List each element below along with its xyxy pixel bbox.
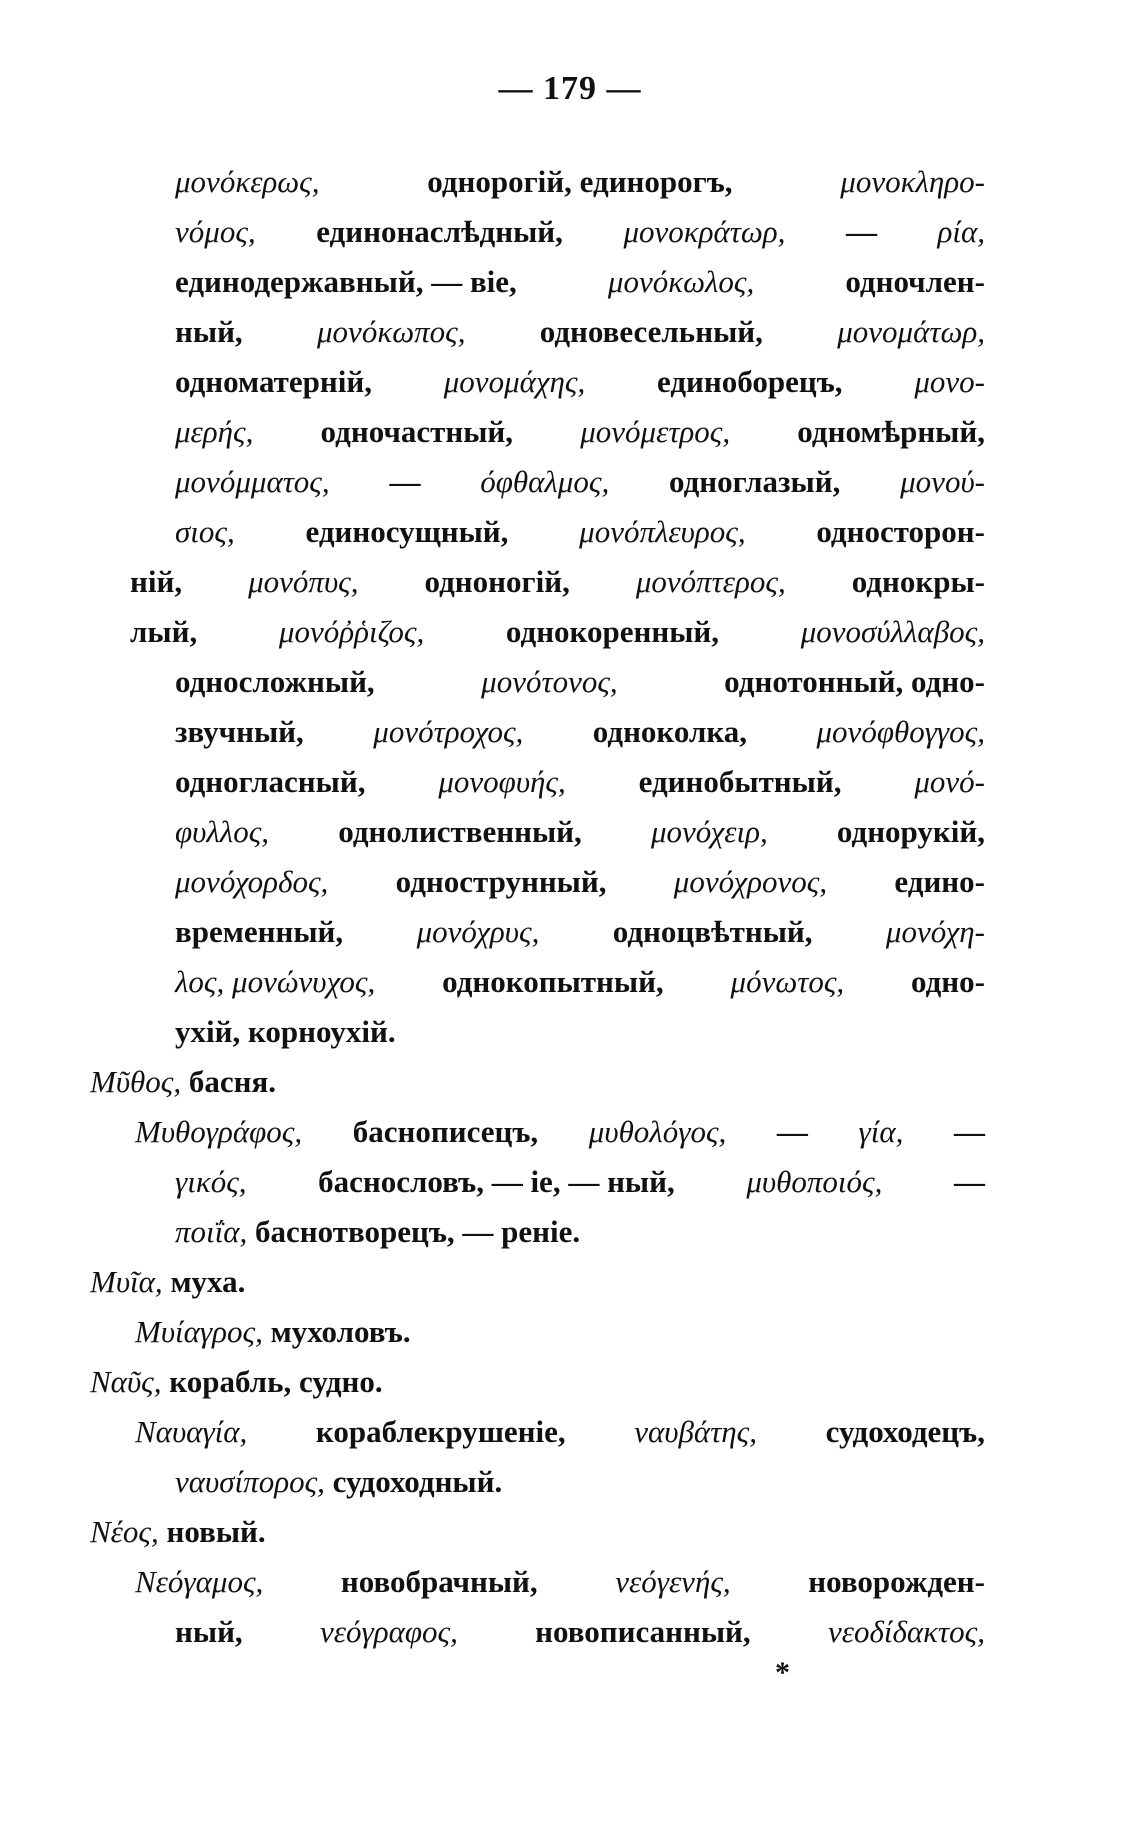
greek-term: Νεόγαμος, (135, 1564, 264, 1599)
greek-term: ποιΐα, (175, 1214, 248, 1249)
greek-term: μονοκράτωρ, (623, 214, 786, 249)
russian-gloss: судоходный. (324, 1464, 503, 1499)
greek-term: μονότροχος, (373, 714, 524, 749)
greek-term: μονοσύλλαβος, (800, 614, 985, 649)
greek-term: μονόχορδος, (175, 864, 329, 899)
greek-term: φυλλος, (175, 814, 270, 849)
text-line (135, 1562, 985, 1602)
text-line (130, 612, 985, 652)
russian-gloss: однорукій, (829, 814, 985, 849)
greek-term: μονομάτωρ, (837, 314, 985, 349)
greek-term: Ναυαγία, (135, 1414, 248, 1449)
greek-term: όφθαλμος, (480, 464, 610, 499)
text-line (175, 412, 985, 452)
russian-gloss: односложный, (175, 664, 383, 699)
text-line (175, 512, 985, 552)
greek-term: μονόῤῥιζος, (278, 614, 425, 649)
russian-gloss: единодержавный, — віе, (175, 264, 525, 299)
text-line (175, 162, 985, 202)
russian-gloss: единобытный, (630, 764, 850, 799)
greek-term: μονού- (900, 464, 985, 499)
greek-term: μονόκωπος, (317, 314, 466, 349)
text-line (175, 1212, 580, 1252)
russian-gloss: одномѣрный, (789, 414, 985, 449)
russian-gloss: муха. (162, 1264, 246, 1299)
russian-gloss: единонаслѣдный, (308, 214, 571, 249)
russian-gloss: одноногій, (416, 564, 578, 599)
text-line (175, 912, 985, 952)
russian-gloss: временный, (175, 914, 351, 949)
greek-term: μονόχρυς, (416, 914, 540, 949)
russian-gloss: едино- (886, 864, 985, 899)
russian-gloss: баснописецъ, (344, 1114, 546, 1149)
greek-term: μονόμετρος, (580, 414, 731, 449)
greek-term: νόμος, (175, 214, 256, 249)
russian-gloss: кораблекрушеніе, (308, 1414, 574, 1449)
russian-gloss: ній, (130, 564, 190, 599)
russian-gloss: новописанный, (527, 1614, 759, 1649)
russian-gloss: одночлен- (837, 264, 985, 299)
greek-term: ρία, (937, 214, 985, 249)
text-line (135, 1112, 985, 1152)
greek-term: ναυβάτης, (634, 1414, 757, 1449)
russian-gloss: мухоловъ. (262, 1314, 411, 1349)
text-line (175, 1012, 396, 1052)
signature-mark: * (775, 1656, 790, 1689)
russian-gloss: корабль, судно. (161, 1364, 383, 1399)
greek-term: Μῦθος, (90, 1064, 182, 1099)
page-number: — 179 — (498, 70, 642, 107)
text-line (90, 1062, 276, 1102)
greek-term: μερής, (175, 414, 254, 449)
greek-term: μονόκερως, (175, 164, 320, 199)
greek-term: νεόγραφος, (320, 1614, 458, 1649)
text-line (175, 862, 985, 902)
text-line (90, 1362, 383, 1402)
russian-gloss: — (946, 1114, 985, 1149)
greek-term: μονόχειρ, (650, 814, 768, 849)
greek-term: μονόπτερος, (635, 564, 786, 599)
text-line (175, 362, 985, 402)
russian-gloss: ный, (175, 314, 251, 349)
russian-gloss: ный, (175, 1614, 251, 1649)
russian-gloss: однорогій, единорогъ, (419, 164, 741, 199)
russian-gloss: судоходецъ, (817, 1414, 985, 1449)
greek-term: μονό- (914, 764, 985, 799)
russian-gloss: однокоренный, (498, 614, 727, 649)
greek-term: Νέος, (90, 1514, 159, 1549)
russian-gloss: единосущный, (297, 514, 517, 549)
greek-term: Μυίαγρος, (135, 1314, 263, 1349)
russian-gloss: одноколка, (585, 714, 755, 749)
greek-term: γία, (858, 1114, 904, 1149)
greek-term: μονόχη- (885, 914, 985, 949)
text-line (135, 1412, 985, 1452)
russian-gloss: одночастный, (312, 414, 521, 449)
russian-gloss: однокопытный, (434, 964, 672, 999)
text-line (175, 812, 985, 852)
russian-gloss: односторон- (808, 514, 985, 549)
greek-term: μονόπυς, (248, 564, 359, 599)
greek-term: μυθοποιός, (746, 1164, 883, 1199)
russian-gloss: — (946, 1164, 985, 1199)
russian-gloss: ухій, корноухій. (175, 1014, 396, 1049)
russian-gloss: баснотворецъ, — реніе. (247, 1214, 581, 1249)
greek-term: λος, μονώνυχος, (175, 964, 376, 999)
greek-term: σιος, (175, 514, 235, 549)
russian-gloss: одновесельный, (532, 314, 771, 349)
text-line (90, 1262, 245, 1302)
greek-term: νεοδίδακτος, (827, 1614, 985, 1649)
greek-term: Μυθογράφος, (135, 1114, 303, 1149)
text-line (175, 1612, 985, 1652)
greek-term: μόνωτος, (730, 964, 845, 999)
greek-term: Ναῦς, (90, 1364, 162, 1399)
russian-gloss: одноглазый, (661, 464, 849, 499)
russian-gloss: новый. (158, 1514, 266, 1549)
text-line (175, 662, 985, 702)
greek-term: μονοκληρο- (840, 164, 985, 199)
russian-gloss: одно- (903, 964, 985, 999)
greek-term: μονόφθογγος, (816, 714, 985, 749)
russian-gloss: однострунный, (387, 864, 615, 899)
greek-term: μονόκωλος, (607, 264, 755, 299)
text-line (175, 462, 985, 502)
text-line (175, 962, 985, 1002)
greek-term: μυθολόγος, (588, 1114, 727, 1149)
greek-term: νεόγενής, (615, 1564, 731, 1599)
greek-term: μονόχρονος, (673, 864, 828, 899)
russian-gloss: новобрачный, (333, 1564, 546, 1599)
russian-gloss: баснословъ, — іе, — ный, (310, 1164, 683, 1199)
text-line (130, 562, 985, 602)
greek-term: μονόμματος, (175, 464, 330, 499)
greek-term: μονόπλευρος, (579, 514, 746, 549)
russian-gloss: одногласный, (175, 764, 374, 799)
russian-gloss: одноматерній, (175, 364, 380, 399)
russian-gloss: басня. (181, 1064, 277, 1099)
russian-gloss: новорожден- (800, 1564, 985, 1599)
greek-term: μονοφυής, (438, 764, 566, 799)
russian-gloss: — (838, 214, 885, 249)
russian-gloss: — (381, 464, 429, 499)
greek-term: Μυῖα, (90, 1264, 163, 1299)
text-line (175, 212, 985, 252)
russian-gloss: лый, (130, 614, 205, 649)
text-line (175, 262, 985, 302)
text-line (175, 762, 985, 802)
russian-gloss: однокры- (843, 564, 985, 599)
greek-term: μονο- (914, 364, 985, 399)
greek-term: μονότονος, (481, 664, 618, 699)
russian-gloss: однотонный, одно- (716, 664, 985, 699)
russian-gloss: единоборецъ, (649, 364, 851, 399)
text-line (175, 312, 985, 352)
russian-gloss: — (769, 1114, 816, 1149)
russian-gloss: звучный, (175, 714, 312, 749)
text-line (175, 1462, 502, 1502)
greek-term: γικός, (175, 1164, 247, 1199)
text-line (175, 1162, 985, 1202)
russian-gloss: одноцвѣтный, (605, 914, 821, 949)
russian-gloss: однолиственный, (330, 814, 590, 849)
text-line (90, 1512, 266, 1552)
greek-term: μονομάχης, (443, 364, 586, 399)
text-line (135, 1312, 411, 1352)
text-line (175, 712, 985, 752)
greek-term: ναυσίπορος, (175, 1464, 325, 1499)
